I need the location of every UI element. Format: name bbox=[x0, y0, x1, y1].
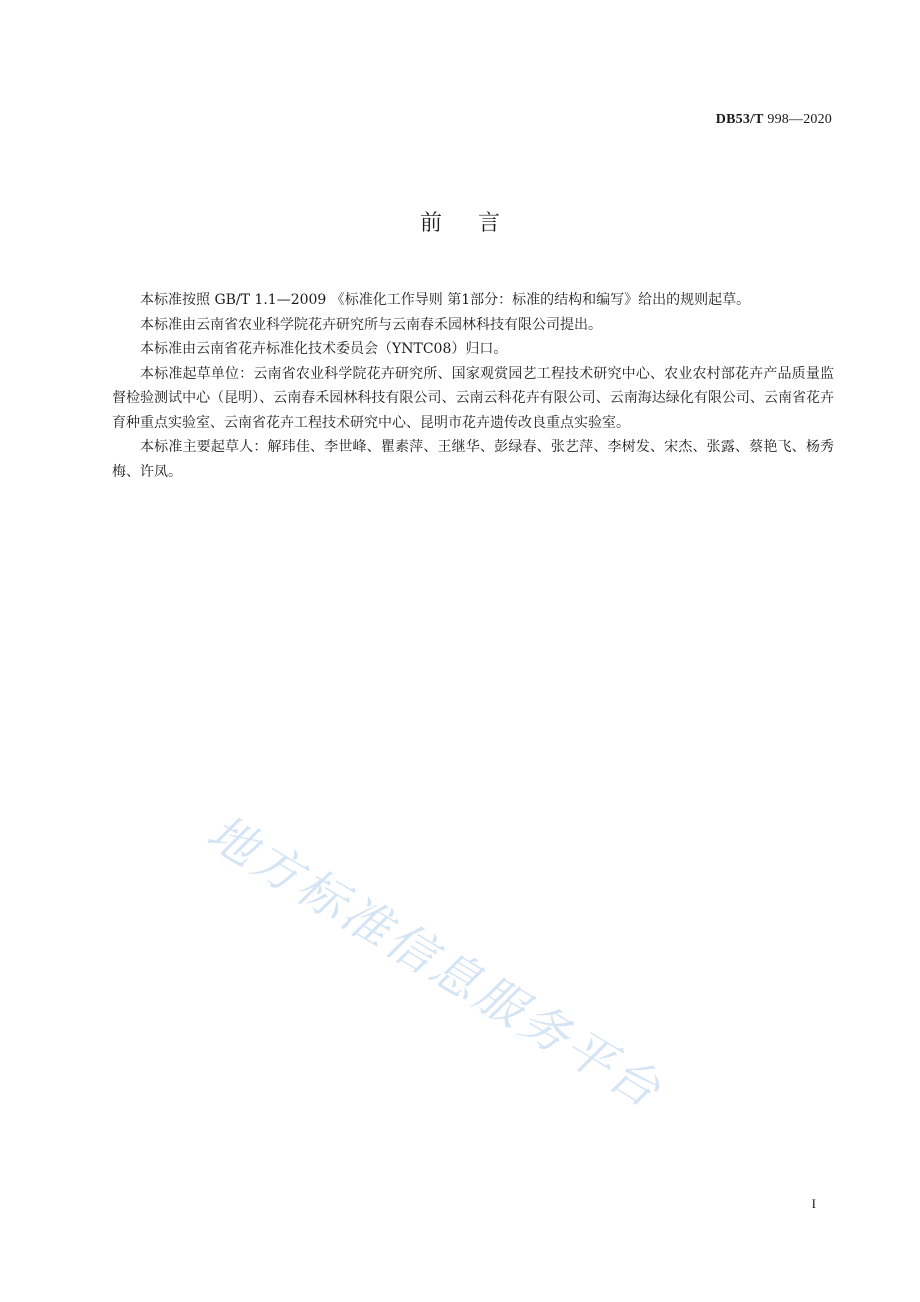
page-number: I bbox=[811, 1196, 816, 1211]
foreword-body bbox=[112, 288, 834, 484]
paragraph-drafting-rules: 本标准按照 GB/T 1.1—2009 《标准化工作导则 第1部分：标准的结构和编写》给出的规则起草。 bbox=[140, 292, 751, 308]
standard-code bbox=[716, 112, 832, 128]
paragraph-drafting-units: 本标准起草单位：云南省农业科学院花卉研究所、国家观赏园艺工程技术研究中心、农业农村部花卉产品质量监督检验测试中心（昆明）、云南春禾园林科技有限公司、云南云科花卉有限公司、云南海达绿化有限公司、云南省花卉育种重点实验室、云南省花卉工程技术研究中心、昆明市花卉遗传改良重点实验室。 bbox=[112, 365, 834, 431]
paragraph-drafters: 本标准主要起草人：解玮佳、李世峰、瞿素萍、王继华、彭绿春、张艺萍、李树发、宋杰、张露、蔡艳飞、杨秀梅、许凤。 bbox=[112, 439, 834, 480]
paragraph-committee: 本标准由云南省花卉标准化技术委员会（YNTC08）归口。 bbox=[140, 341, 508, 357]
watermark: 地方标准信息服务平台 bbox=[197, 804, 673, 1121]
standard-code-number: 998—2020 bbox=[767, 112, 832, 127]
page-title: 前言 bbox=[419, 211, 536, 236]
standard-code-prefix: DB53/T bbox=[715, 112, 764, 127]
paragraph-proposer: 本标准由云南省农业科学院花卉研究所与云南春禾园林科技有限公司提出。 bbox=[140, 316, 602, 333]
